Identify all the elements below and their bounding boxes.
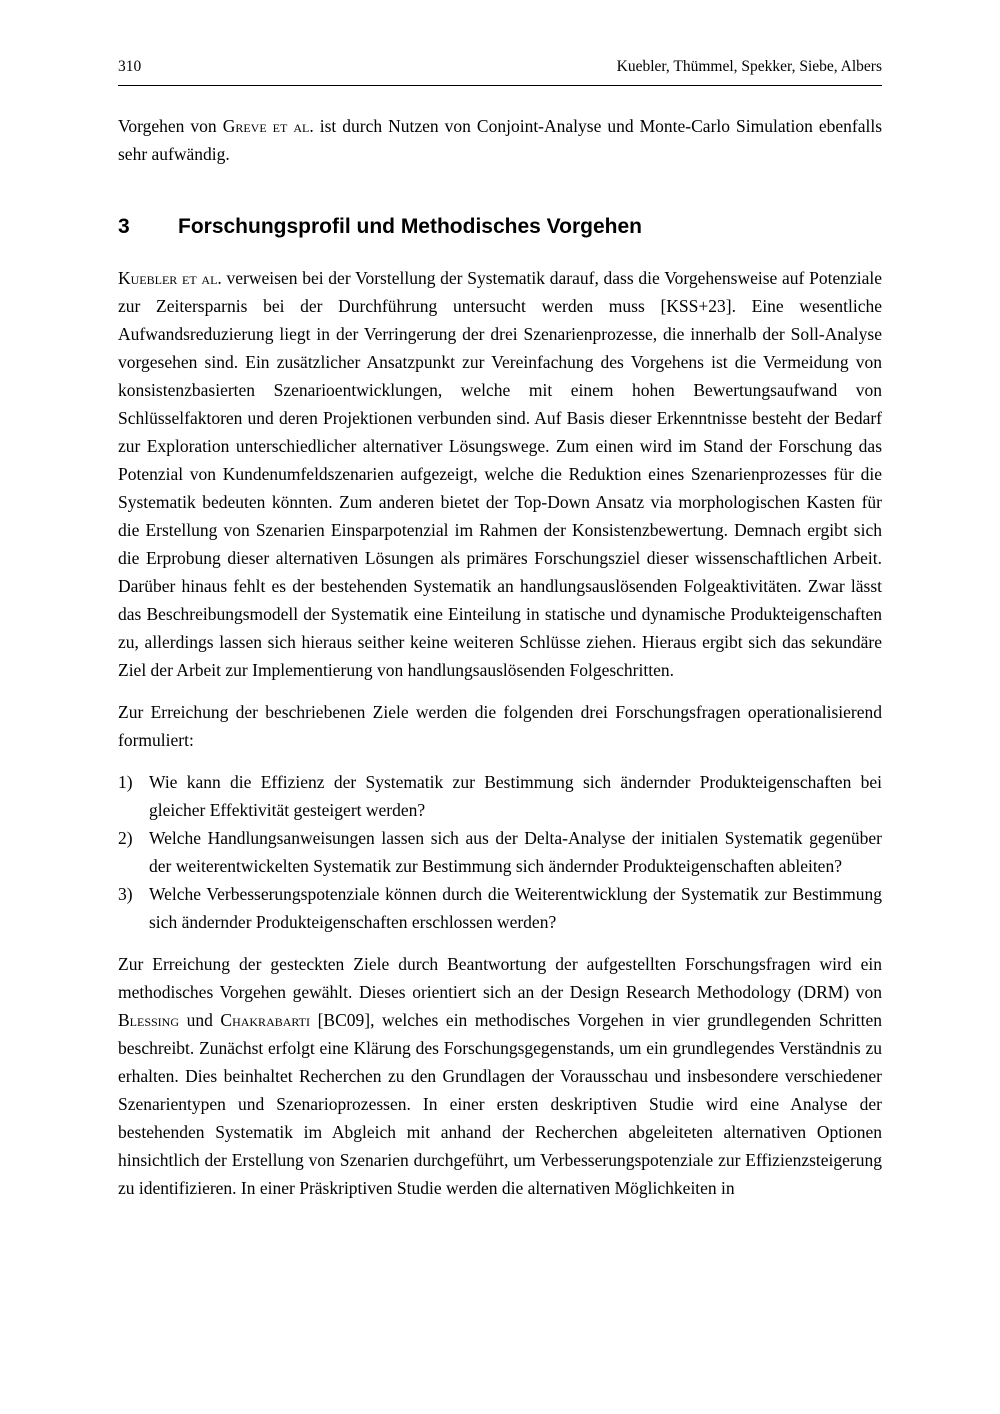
text-run: verweisen bei der Vorstellung der Systematik darauf, dass die Vorgehensweise auf Potenziale zur Zeitersparnis bei der Durchführung untersucht werden muss [KSS+23]. Eine wesentliche Aufwandsreduzierung liegt in der Verringerung der drei Szenarienprozesse, die innerhalb der Soll-Analyse vorgesehen sind. Ein zusätzlicher Ansatzpunkt zur Vereinfachung des Vorgehens ist die Vermeidung von konsistenzbasierten Szenarioentwicklungen, welche mit einem hohen Bewertungsaufwand von Schlüsselfaktoren und deren Projektionen verbunden sind. Auf Basis dieser Erkenntnisse besteht der Bedarf zur Exploration unterschiedlicher alternativer Lösungswege. Zum einen wird im Stand der Forschung das Potenzial von Kundenumfeldszenarien aufgezeigt, welche die Reduktion eines Szenarienprozesses für die Systematik bedeuten könnten. Zum anderen bietet der Top-Down Ansatz via morphologischen Kasten für die Erstellung von Szenarien Einsparpotenzial im Rahmen der Konsistenzbewertung. Demnach ergibt sich die Erprobung dieser alternativen Lösungen als primäres Forschungsziel dieser wissenschaftlichen Arbeit. Darüber hinaus fehlt es der bestehenden Systematik an handlungsauslösenden Folgeaktivitäten. Zwar lässt das Beschreibungsmodell der Systematik eine Einteilung in statische und dynamische Produkteigenschaften zu, allerdings lassen sich hieraus seither keine weiteren Schlüsse ziehen. Hieraus ergibt sich das sekundäre Ziel der Arbeit zur Implementierung von handlungsauslösenden Folgeschritten. [118, 268, 882, 680]
smallcaps-name: Blessing [118, 1010, 180, 1030]
text-run: [BC09], welches ein methodisches Vorgehen in vier grundlegenden Schritten beschreibt. Zunächst erfolgt eine Klärung des Forschungsgegenstands, um ein grundlegendes Verständnis zu erhalten. Dies beinhaltet Recherchen zu den Grundlagen der Vorausschau und insbesondere verschiedener Szenarientypen und Szenarioprozessen. In einer ersten deskriptiven Studie wird eine Analyse der bestehenden Systematik im Abgleich mit anhand der Recherchen abgeleiteten alternativen Optionen hinsichtlich der Erstellung von Szenarien durchgeführt, um Verbesserungspotenziale zur Effizienzsteigerung zu identifizieren. In einer Präskriptiven Studie werden die alternativen Möglichkeiten in [118, 1010, 883, 1198]
smallcaps-name: Greve et al. [222, 116, 314, 136]
paragraph-main [118, 264, 882, 684]
research-question-2 [118, 824, 882, 880]
smallcaps-name: Kuebler et al. [118, 268, 222, 288]
paragraph-method [118, 950, 882, 1202]
question-marker: 1) [118, 772, 133, 792]
question-marker: 3) [118, 884, 133, 904]
text-run: ist durch Nutzen von Conjoint-Analyse und Monte-Carlo Simulation ebenfalls sehr aufwändig. [118, 116, 882, 164]
text-run: und [179, 1010, 221, 1030]
section-title: Forschungsprofil und Methodisches Vorgehen [178, 215, 642, 238]
text-run: Zur Erreichung der gesteckten Ziele durch Beantwortung der aufgestellten Forschungsfragen wird ein methodisches Vorgehen gewählt. Dieses orientiert sich an der Design Research Methodology (DRM) von [118, 954, 882, 1002]
section-number: 3 [118, 215, 130, 238]
research-question-1 [118, 768, 882, 824]
research-questions-list [118, 768, 882, 936]
question-text: Welche Handlungsanweisungen lassen sich aus der Delta-Analyse der initialen Systematik gegenüber der weiterentwickelten Systematik zur Bestimmung sich ändernder Produkteigenschaften ableiten? [149, 828, 882, 876]
paragraph-intro [118, 112, 882, 168]
research-question-3 [118, 880, 882, 936]
smallcaps-name: Chakrabarti [220, 1010, 311, 1030]
page-number: 310 [118, 58, 142, 75]
question-text: Welche Verbesserungspotenziale können durch die Weiterentwicklung der Systematik zur Bestimmung sich ändernder Produkteigenschaften erschlossen werden? [149, 884, 882, 932]
question-marker: 2) [118, 828, 133, 848]
page-header [118, 58, 882, 86]
section-heading [118, 214, 882, 240]
page-body [118, 112, 882, 1202]
question-text: Wie kann die Effizienz der Systematik zur Bestimmung sich ändernder Produkteigenschaften bei gleicher Effektivität gesteigert werden? [149, 772, 882, 820]
text-run: Vorgehen von [118, 116, 223, 136]
header-authors: Kuebler, Thümmel, Spekker, Siebe, Albers [616, 58, 882, 75]
paragraph-questions-intro: Zur Erreichung der beschriebenen Ziele werden die folgenden drei Forschungsfragen operationalisierend formuliert: [118, 702, 882, 750]
